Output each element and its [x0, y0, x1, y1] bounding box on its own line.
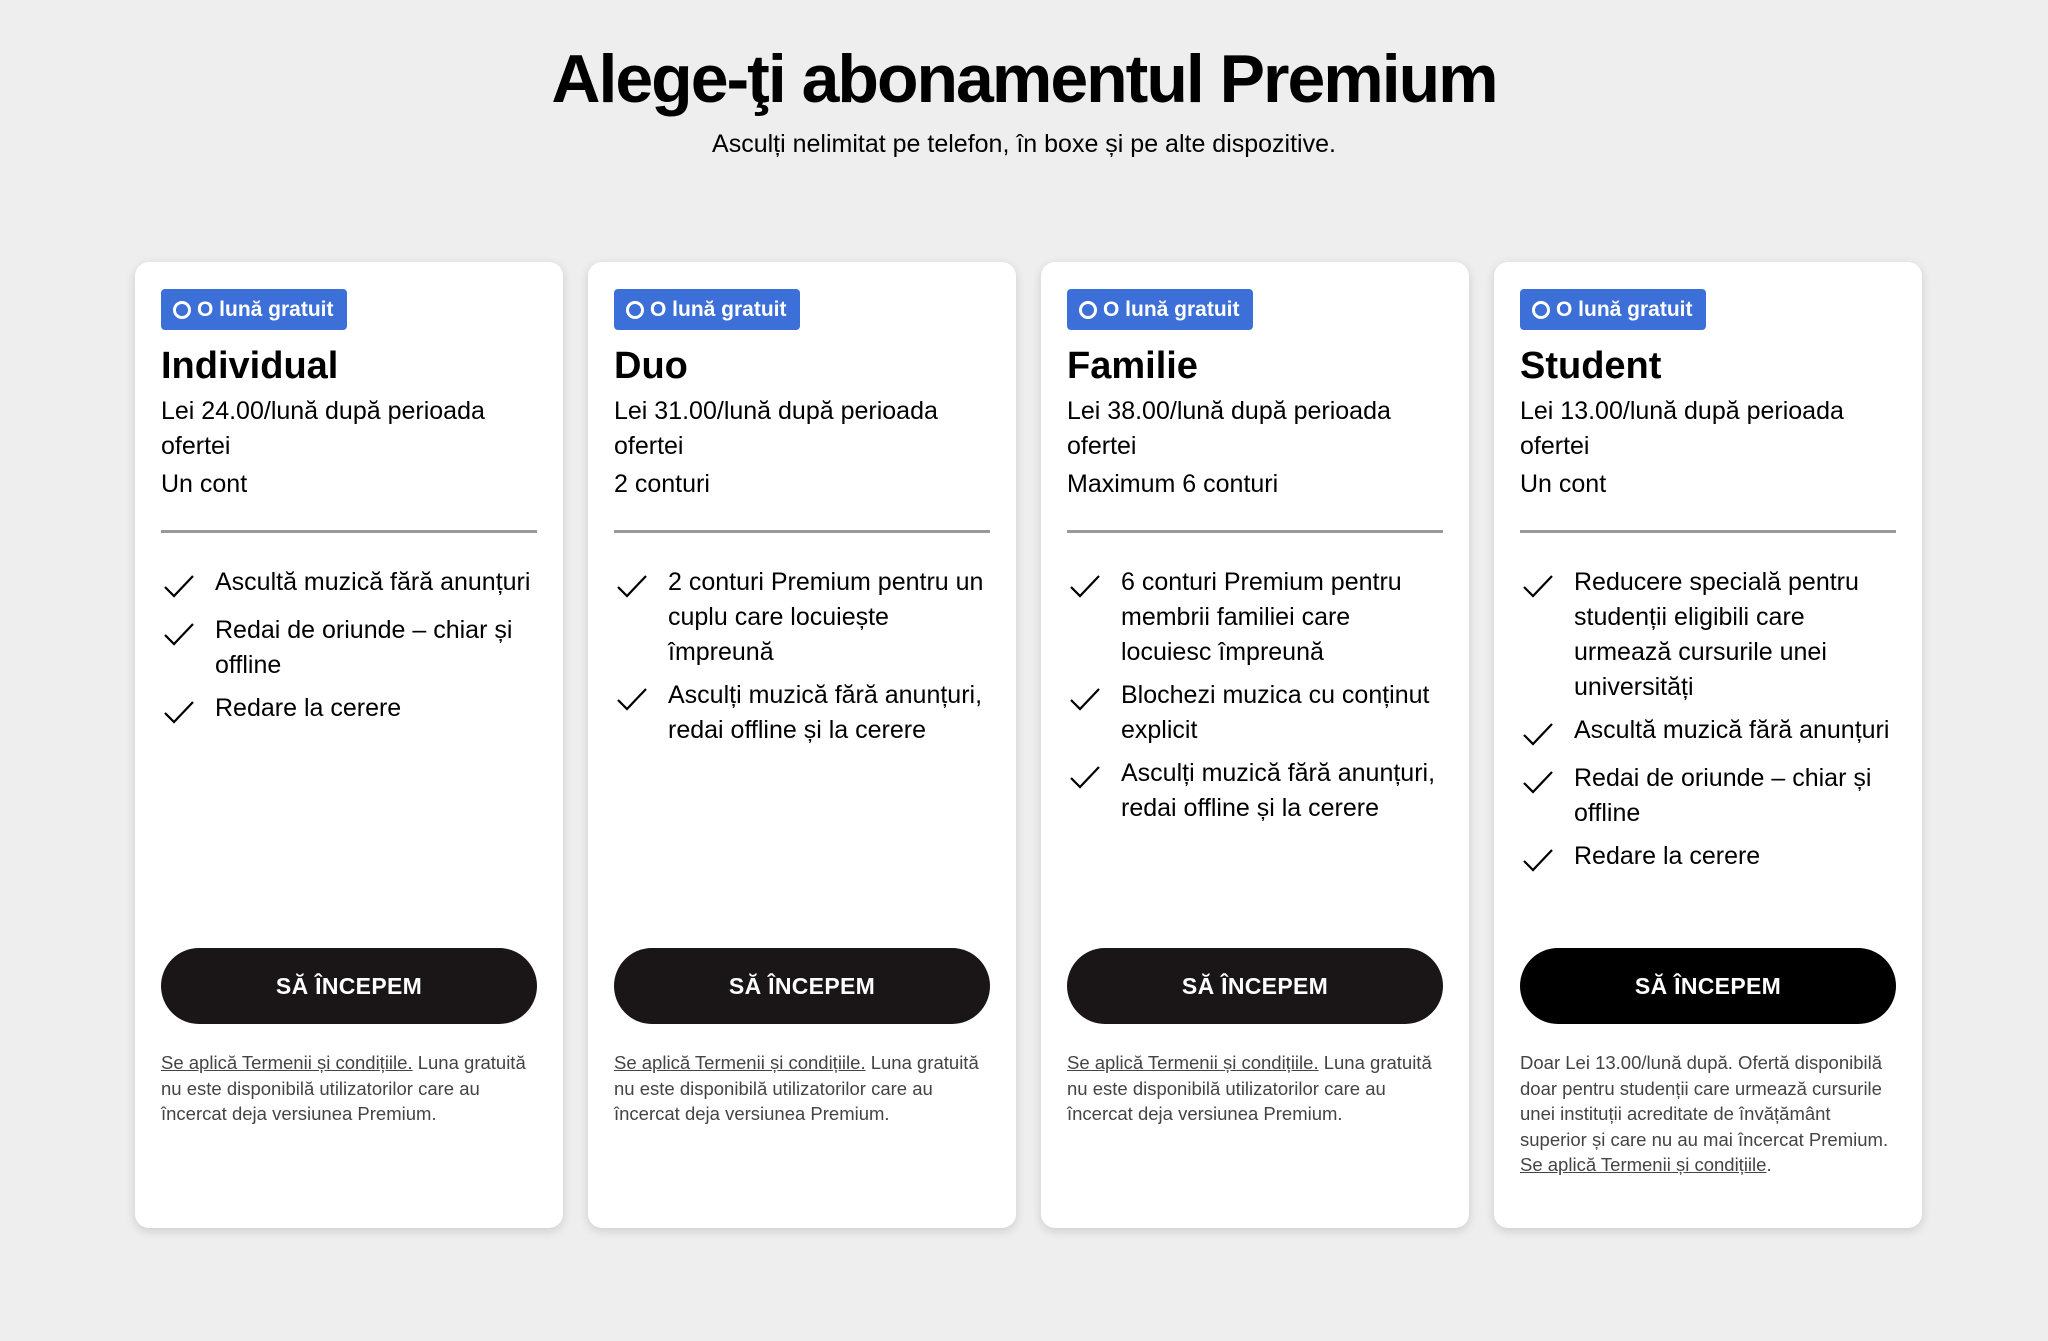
- checkmark-icon: [1520, 569, 1556, 605]
- terms-text: Luna gratuită nu este disponibilă utilizatorilor care au încercat deja versiunea Premium.: [614, 1052, 979, 1124]
- feature-text: Ascultă muzică fără anunțuri: [215, 568, 531, 596]
- feature-item: [614, 678, 990, 748]
- checkmark-icon: [1067, 682, 1103, 718]
- free-month-badge: [1067, 289, 1253, 330]
- feature-text: Reducere specială pentru studenții eligibili care urmează cursurile unei universități: [1574, 568, 1859, 701]
- feature-list: [161, 565, 537, 739]
- feature-item: [1067, 565, 1443, 670]
- feature-text: Asculți muzică fără anunțuri, redai offline și la cerere: [668, 681, 983, 744]
- ring-icon: [1079, 301, 1097, 319]
- page-title: Alege-ţi abonamentul Premium: [551, 41, 1497, 117]
- page-subtitle: Asculți nelimitat pe telefon, în boxe și pe alte dispozitive.: [712, 130, 1336, 158]
- feature-item: [1067, 678, 1443, 748]
- terms-link[interactable]: Se aplică Termenii și condițiile: [1520, 1154, 1767, 1175]
- feature-text: Redare la cerere: [215, 694, 402, 722]
- checkmark-icon: [161, 617, 197, 653]
- plan-card-duo: [588, 262, 1016, 1228]
- feature-text: 2 conturi Premium pentru un cuplu care locuiește împreună: [668, 568, 984, 666]
- checkmark-icon: [1520, 765, 1556, 801]
- get-started-button[interactable]: SĂ ÎNCEPEM: [161, 948, 537, 1024]
- badge-label: O lună gratuit: [1103, 298, 1240, 321]
- get-started-button[interactable]: SĂ ÎNCEPEM: [614, 948, 990, 1024]
- divider: [1067, 530, 1443, 533]
- ring-icon: [1532, 301, 1550, 319]
- divider: [161, 530, 537, 533]
- terms-text: Doar Lei 13.00/lună după. Ofertă disponibilă doar pentru studenții care urmează cursurile unei instituții acreditate de învățământ superior și care nu au mai încercat Premium.: [1520, 1052, 1889, 1150]
- plan-accounts: Maximum 6 conturi: [1067, 470, 1279, 498]
- feature-list: [1520, 565, 1896, 887]
- feature-item: [1520, 761, 1896, 831]
- page-header: [0, 38, 2048, 160]
- plan-card-student: [1494, 262, 1922, 1228]
- badge-label: O lună gratuit: [197, 298, 334, 321]
- checkmark-icon: [1067, 569, 1103, 605]
- feature-list: [614, 565, 990, 756]
- feature-item: [1520, 713, 1896, 753]
- checkmark-icon: [1520, 717, 1556, 753]
- divider: [614, 530, 990, 533]
- plan-name: Duo: [614, 345, 688, 387]
- terms-note: [161, 1050, 539, 1127]
- ring-icon: [173, 301, 191, 319]
- feature-text: Redai de oriunde – chiar și offline: [215, 616, 513, 679]
- checkmark-icon: [614, 569, 650, 605]
- free-month-badge: [1520, 289, 1706, 330]
- divider: [1520, 530, 1896, 533]
- feature-item: [161, 691, 537, 731]
- badge-label: O lună gratuit: [650, 298, 787, 321]
- checkmark-icon: [614, 682, 650, 718]
- plan-price: Lei 31.00/lună după perioada ofertei: [614, 397, 938, 460]
- plan-card-individual: [135, 262, 563, 1228]
- feature-item: [161, 613, 537, 683]
- terms-link[interactable]: Se aplică Termenii și condițiile.: [614, 1052, 866, 1073]
- feature-text: Asculți muzică fără anunțuri, redai offline și la cerere: [1121, 759, 1436, 822]
- plan-accounts: Un cont: [161, 470, 248, 498]
- get-started-button[interactable]: SĂ ÎNCEPEM: [1520, 948, 1896, 1024]
- feature-text: Redai de oriunde – chiar și offline: [1574, 764, 1872, 827]
- plan-card-family: [1041, 262, 1469, 1228]
- terms-note: [1520, 1050, 1898, 1178]
- get-started-button[interactable]: SĂ ÎNCEPEM: [1067, 948, 1443, 1024]
- terms-text: Luna gratuită nu este disponibilă utilizatorilor care au încercat deja versiunea Premium.: [1067, 1052, 1432, 1124]
- plan-price: Lei 13.00/lună după perioada ofertei: [1520, 397, 1844, 460]
- free-month-badge: [161, 289, 347, 330]
- ring-icon: [626, 301, 644, 319]
- feature-text: 6 conturi Premium pentru membrii familiei care locuiesc împreună: [1121, 568, 1402, 666]
- feature-list: [1067, 565, 1443, 834]
- feature-text: Blochezi muzica cu conținut explicit: [1121, 681, 1430, 744]
- checkmark-icon: [161, 569, 197, 605]
- terms-suffix: .: [1766, 1154, 1772, 1175]
- badge-label: O lună gratuit: [1556, 298, 1693, 321]
- plan-name: Student: [1520, 345, 1662, 387]
- feature-item: [614, 565, 990, 670]
- plan-accounts: Un cont: [1520, 470, 1607, 498]
- feature-item: [161, 565, 537, 605]
- plan-price: Lei 24.00/lună după perioada ofertei: [161, 397, 485, 460]
- feature-item: [1520, 839, 1896, 879]
- checkmark-icon: [1520, 843, 1556, 879]
- free-month-badge: [614, 289, 800, 330]
- feature-text: Ascultă muzică fără anunțuri: [1574, 716, 1890, 744]
- plan-accounts: 2 conturi: [614, 470, 710, 498]
- terms-link[interactable]: Se aplică Termenii și condițiile.: [1067, 1052, 1319, 1073]
- plan-cards: [135, 262, 1922, 1228]
- feature-text: Redare la cerere: [1574, 842, 1761, 870]
- feature-item: [1520, 565, 1896, 705]
- plan-name: Familie: [1067, 345, 1198, 387]
- feature-item: [1067, 756, 1443, 826]
- checkmark-icon: [161, 695, 197, 731]
- plan-price: Lei 38.00/lună după perioada ofertei: [1067, 397, 1391, 460]
- plan-name: Individual: [161, 345, 339, 387]
- terms-text: Luna gratuită nu este disponibilă utilizatorilor care au încercat deja versiunea Premium.: [161, 1052, 526, 1124]
- checkmark-icon: [1067, 760, 1103, 796]
- terms-note: [1067, 1050, 1445, 1127]
- terms-note: [614, 1050, 992, 1127]
- terms-link[interactable]: Se aplică Termenii și condițiile.: [161, 1052, 413, 1073]
